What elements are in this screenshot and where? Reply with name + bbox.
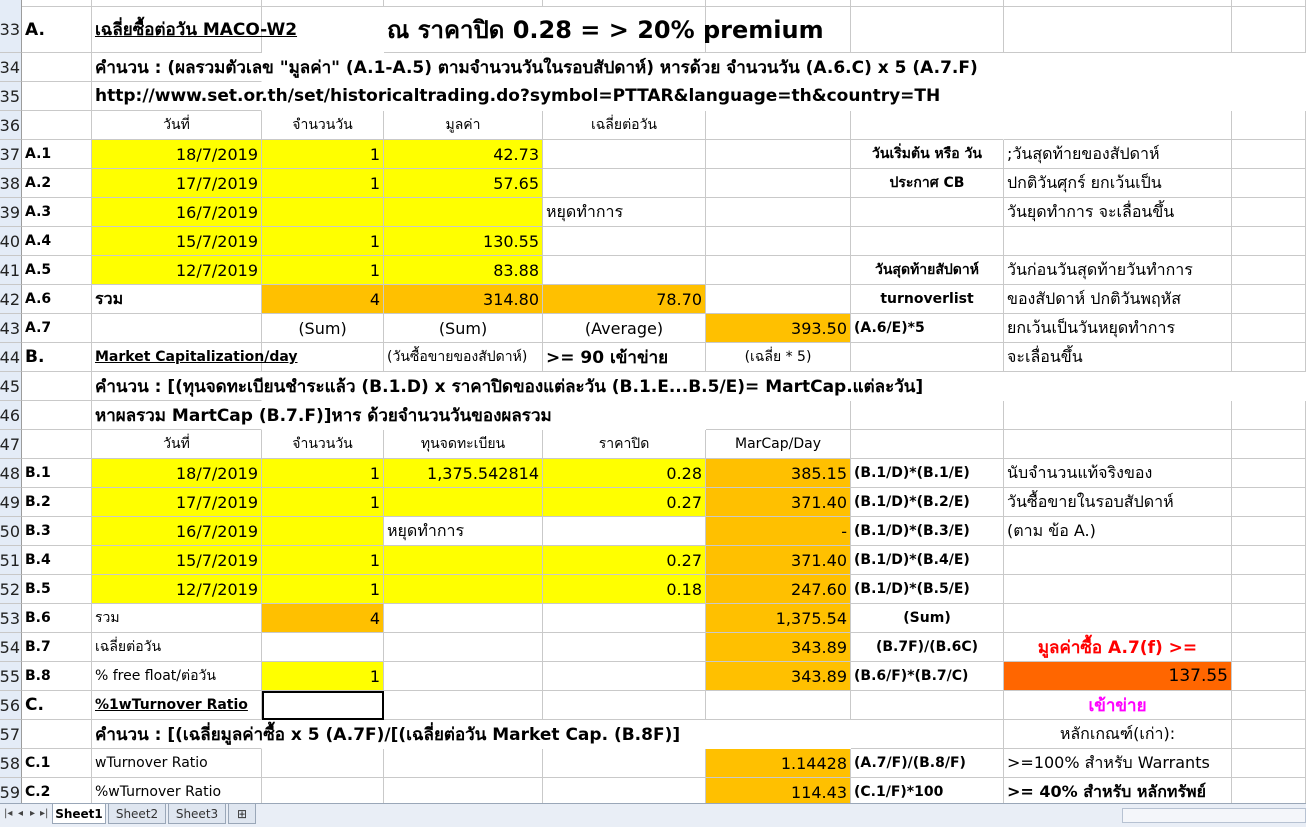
cell-i[interactable] [1232,575,1306,604]
cell-i[interactable] [1232,604,1306,633]
c1-value[interactable]: 1.14428 [706,749,851,778]
capital-cell[interactable]: 1,375.542814 [384,459,543,488]
a7-sum2[interactable]: (Sum) [384,314,543,343]
cell-i[interactable] [1232,517,1306,546]
tab-sheet2[interactable]: Sheet2 [108,804,166,824]
cell-d[interactable] [384,662,543,691]
marcap-cell[interactable]: 385.15 [706,459,851,488]
side-note[interactable] [1004,575,1232,604]
cell-d[interactable] [384,633,543,662]
row-header[interactable]: 54 [0,633,22,662]
cell-i[interactable] [1232,546,1306,575]
days-cell[interactable]: 1 [262,488,384,517]
cell-g[interactable] [851,198,1004,227]
row-id[interactable]: B.4 [22,546,92,575]
row-id[interactable]: B.3 [22,517,92,546]
cell-a[interactable] [22,0,92,7]
cell-i[interactable] [1232,7,1306,53]
cell-e[interactable] [543,0,706,7]
row-id[interactable]: B.5 [22,575,92,604]
cell-b[interactable] [92,0,262,7]
side-h6[interactable]: ของสัปดาห์ ปกติวันพฤหัส [1004,285,1232,314]
a7-sum1[interactable]: (Sum) [262,314,384,343]
cell-i[interactable] [1232,256,1306,285]
c2-criteria[interactable]: >= 40% สำหรับ หลักทรัพย์ [1004,778,1232,807]
cell-e[interactable] [543,140,706,169]
a6-value[interactable]: 314.80 [384,285,543,314]
close-cell[interactable]: 0.27 [543,488,706,517]
row-header[interactable]: 48 [0,459,22,488]
cell-d[interactable] [384,604,543,633]
first-sheet-icon[interactable]: |◂ [4,808,13,819]
cell-i[interactable] [1232,662,1306,691]
horizontal-scrollbar[interactable] [1122,808,1306,823]
row-header[interactable]: 44 [0,343,22,372]
cell-h[interactable] [1004,0,1232,7]
b7-marcap[interactable]: 343.89 [706,633,851,662]
header-days[interactable]: จำนวนวัน [262,111,384,140]
cell-i[interactable] [1232,749,1306,778]
side-h[interactable]: ปกติวันศุกร์ ยกเว้นเป็น [1004,169,1232,198]
c1-label[interactable]: wTurnover Ratio [92,749,262,778]
a7-formula[interactable]: (A.6/E)*5 [851,314,1004,343]
days-cell[interactable]: 1 [262,546,384,575]
cell-g[interactable] [851,720,1004,749]
b6-days[interactable]: 4 [262,604,384,633]
side-note[interactable] [1004,546,1232,575]
row-header[interactable]: 45 [0,372,22,401]
row-id[interactable]: C.1 [22,749,92,778]
row-id[interactable]: B.8 [22,662,92,691]
threshold[interactable]: >= 90 เข้าข่าย [543,343,706,372]
cell-a[interactable] [22,53,92,82]
side-g6[interactable]: turnoverlist [851,285,1004,314]
cell-a[interactable] [22,720,92,749]
row-header[interactable]: 51 [0,546,22,575]
tab-sheet3[interactable]: Sheet3 [168,804,226,824]
criteria-label[interactable]: หลักเกณฑ์(เก่า): [1004,720,1232,749]
cell-h[interactable] [1004,111,1232,140]
cell-f[interactable] [706,256,851,285]
a7-average[interactable]: (Average) [543,314,706,343]
row-id[interactable]: A.6 [22,285,92,314]
cell-f[interactable] [706,691,851,720]
section-c-formula[interactable]: คำนวน : [(เฉลี่ยมูลค่าซื้อ x 5 (A.7F)/[(เฉลี่ยต่อวัน Market Cap. (B.8F)] [92,720,262,749]
days-cell[interactable]: 1 [262,140,384,169]
cell-f[interactable] [706,401,851,430]
a6-days[interactable]: 4 [262,285,384,314]
row-header[interactable]: 47 [0,430,22,459]
section-a-formula[interactable]: คำนวน : (ผลรวมตัวเลข "มูลค่า" (A.1-A.5) ตามจำนวนวันในรอบสัปดาห์) หารด้วย จำนวนวัน (A.6.C) x 5 (A.7.F) [92,53,262,82]
formula-cell[interactable]: (B.1/D)*(B.5/E) [851,575,1004,604]
a7-value[interactable]: 393.50 [706,314,851,343]
cell-i[interactable] [1232,343,1306,372]
side-h7[interactable]: ยกเว้นเป็นวันหยุดทำการ [1004,314,1232,343]
cell-f[interactable] [706,111,851,140]
side-h[interactable]: ;วันสุดท้ายของสัปดาห์ [1004,140,1232,169]
formula-cell[interactable]: (B.1/D)*(B.2/E) [851,488,1004,517]
cell-d[interactable] [384,0,543,7]
days-cell[interactable]: 1 [262,459,384,488]
cell-e[interactable] [543,227,706,256]
formula-cell[interactable]: (B.1/D)*(B.1/E) [851,459,1004,488]
cell-i[interactable] [1232,111,1306,140]
cell-i[interactable] [1232,691,1306,720]
cell-e[interactable] [543,256,706,285]
closed-note[interactable]: หยุดทำการ [543,198,706,227]
cell-b[interactable] [92,314,262,343]
row-header[interactable]: 53 [0,604,22,633]
capital-cell[interactable] [384,546,543,575]
header-value[interactable]: มูลค่า [384,111,543,140]
date-cell[interactable]: 17/7/2019 [92,488,262,517]
marcap-cell[interactable]: - [706,517,851,546]
close-cell[interactable]: 0.18 [543,575,706,604]
cell-g[interactable] [851,7,1004,53]
cell-c[interactable] [262,0,384,7]
turnover-status[interactable]: เข้าข่าย [1004,691,1232,720]
side-h8[interactable]: จะเลื่อนขึ้น [1004,343,1232,372]
row-header[interactable]: 41 [0,256,22,285]
row-id[interactable]: C.2 [22,778,92,807]
days-cell[interactable]: 1 [262,227,384,256]
cell-h[interactable] [1004,430,1232,459]
cell-g[interactable] [851,430,1004,459]
row-id[interactable]: B.6 [22,604,92,633]
b7-formula[interactable]: (B.7F)/(B.6C) [851,633,1004,662]
row-header[interactable]: 55 [0,662,22,691]
c1-criteria[interactable]: >=100% สำหรับ Warrants [1004,749,1232,778]
section-b-title[interactable]: Market Capitalization/day [92,343,262,372]
header-date[interactable]: วันที่ [92,111,262,140]
row-header[interactable]: 52 [0,575,22,604]
marcap-cell[interactable]: 371.40 [706,546,851,575]
cell-c[interactable] [262,749,384,778]
prev-sheet-icon[interactable]: ◂ [18,808,24,819]
cell-i[interactable] [1232,140,1306,169]
section-b-label[interactable]: B. [22,343,92,372]
row-header[interactable]: 50 [0,517,22,546]
b6-formula[interactable]: (Sum) [851,604,1004,633]
cell-i[interactable] [1232,0,1306,7]
week-note[interactable]: (วันซื้อขายของสัปดาห์) [384,343,543,372]
side-g[interactable]: วันสุดท้ายสัปดาห์ [851,256,1004,285]
side-note[interactable]: (ตาม ข้อ A.) [1004,517,1232,546]
cell-a[interactable] [22,401,92,430]
capital-cell[interactable]: หยุดทำการ [384,517,543,546]
cell-i[interactable] [1232,459,1306,488]
side-note[interactable]: วันซื้อขายในรอบสัปดาห์ [1004,488,1232,517]
row-id[interactable]: B.2 [22,488,92,517]
row-id[interactable]: A.2 [22,169,92,198]
buy-label[interactable]: มูลค่าซื้อ A.7(f) >= [1004,633,1232,662]
section-b-formula1[interactable]: คำนวน : [(ทุนจดทะเบียนชำระแล้ว (B.1.D) x ราคาปิดของแต่ละวัน (B.1.E...B.5/E)= MartCap.แต่ละวัน] [92,372,262,401]
cell-e[interactable] [543,169,706,198]
capital-cell[interactable] [384,488,543,517]
date-cell[interactable]: 16/7/2019 [92,517,262,546]
section-a-headline[interactable]: ณ ราคาปิด 0.28 = > 20% premium [384,7,543,53]
cell-e[interactable] [543,662,706,691]
row-header[interactable]: 39 [0,198,22,227]
marcap-cell[interactable]: 371.40 [706,488,851,517]
row-header[interactable]: 35 [0,82,22,111]
row-header[interactable]: 59 [0,778,22,807]
insert-sheet-icon[interactable]: ⊞ [228,804,256,824]
cell-i[interactable] [1232,430,1306,459]
row-header[interactable]: 56 [0,691,22,720]
capital-cell[interactable] [384,575,543,604]
cell-e[interactable] [543,749,706,778]
cell-g[interactable] [851,0,1004,7]
days-cell[interactable]: 1 [262,575,384,604]
cell-a[interactable] [22,372,92,401]
b7-label[interactable]: เฉลี่ยต่อวัน [92,633,262,662]
cell-i[interactable] [1232,285,1306,314]
b8-days[interactable]: 1 [262,662,384,691]
date-cell[interactable]: 18/7/2019 [92,140,262,169]
cell-c[interactable] [262,343,384,372]
marcap-cell[interactable]: 247.60 [706,575,851,604]
row-header[interactable]: 36 [0,111,22,140]
b6-label[interactable]: รวม [92,604,262,633]
header-avg[interactable]: เฉลี่ยต่อวัน [543,111,706,140]
sheet-tab-bar [0,803,1306,827]
cell-h[interactable] [1004,604,1232,633]
last-sheet-icon[interactable]: ▸| [40,808,49,819]
cell-a[interactable] [22,430,92,459]
row-header[interactable]: 42 [0,285,22,314]
cell-i[interactable] [1232,198,1306,227]
row-id[interactable]: B.1 [22,459,92,488]
cell-f[interactable] [706,0,851,7]
cell-a[interactable] [22,82,92,111]
row-header[interactable]: 43 [0,314,22,343]
cell-i[interactable] [1232,314,1306,343]
cell-c[interactable] [262,633,384,662]
a6-avg[interactable]: 78.70 [543,285,706,314]
date-cell[interactable]: 15/7/2019 [92,546,262,575]
cell-i[interactable] [1232,401,1306,430]
cell-e[interactable] [543,691,706,720]
value-cell[interactable]: 57.65 [384,169,543,198]
row-header[interactable]: 57 [0,720,22,749]
header-capital[interactable]: ทุนจดทะเบียน [384,430,543,459]
cell-a[interactable] [22,111,92,140]
row-header[interactable]: 49 [0,488,22,517]
cell-f[interactable] [706,169,851,198]
value-cell[interactable] [384,198,543,227]
date-cell[interactable]: 16/7/2019 [92,198,262,227]
selected-cell[interactable] [262,691,384,720]
header-close[interactable]: ราคาปิด [543,430,706,459]
row-id[interactable]: A.5 [22,256,92,285]
b8-label[interactable]: % free float/ต่อวัน [92,662,262,691]
days-cell[interactable]: 1 [262,256,384,285]
row-header[interactable]: 37 [0,140,22,169]
row-header[interactable]: 33 [0,7,22,53]
cell-h[interactable] [1004,227,1232,256]
row-id[interactable]: A.3 [22,198,92,227]
section-a-url[interactable]: http://www.set.or.th/set/historicaltrading.do?symbol=PTTAR&language=th&country=TH [92,82,262,111]
cell-h[interactable] [1004,401,1232,430]
date-cell[interactable]: 15/7/2019 [92,227,262,256]
row-id[interactable]: B.7 [22,633,92,662]
cell-g[interactable] [851,343,1004,372]
cell-f[interactable] [706,227,851,256]
row-id[interactable]: A.4 [22,227,92,256]
c2-value[interactable]: 114.43 [706,778,851,807]
date-cell[interactable]: 18/7/2019 [92,459,262,488]
value-cell[interactable]: 83.88 [384,256,543,285]
side-g[interactable]: ประกาศ CB [851,169,1004,198]
date-cell[interactable]: 12/7/2019 [92,256,262,285]
cell-h[interactable] [1004,7,1232,53]
close-cell[interactable] [543,517,706,546]
section-c-title[interactable]: %1wTurnover Ratio [92,691,262,720]
a6-label[interactable]: รวม [92,285,262,314]
close-cell[interactable]: 0.28 [543,459,706,488]
header-start-end[interactable] [851,111,1004,140]
formula-cell[interactable]: (B.1/D)*(B.3/E) [851,517,1004,546]
side-h[interactable]: วันก่อนวันสุดท้ายวันทำการ [1004,256,1232,285]
row-header[interactable]: 58 [0,749,22,778]
avg-note[interactable]: (เฉลี่ย * 5) [706,343,851,372]
cell-f[interactable] [706,198,851,227]
cell-f[interactable] [706,140,851,169]
b8-marcap[interactable]: 343.89 [706,662,851,691]
row-id[interactable]: A.1 [22,140,92,169]
tab-sheet1[interactable]: Sheet1 [52,804,106,824]
header-marcap[interactable]: MarCap/Day [706,430,851,459]
side-g[interactable]: วันเริ่มต้น หรือ วัน [851,140,1004,169]
cell-g[interactable] [851,227,1004,256]
cell-i[interactable] [1232,169,1306,198]
close-cell[interactable]: 0.27 [543,546,706,575]
section-a-label[interactable]: A. [22,7,92,53]
c1-formula[interactable]: (A.7/F)/(B.8/F) [851,749,1004,778]
header-date[interactable]: วันที่ [92,430,262,459]
buy-value[interactable]: 137.55 [1004,662,1232,691]
formula-cell[interactable]: (B.1/D)*(B.4/E) [851,546,1004,575]
days-cell[interactable] [262,517,384,546]
section-a-title[interactable]: เฉลี่ยซื้อต่อวัน MACO-W2 [92,7,262,53]
date-cell[interactable]: 17/7/2019 [92,169,262,198]
days-cell[interactable] [262,198,384,227]
next-sheet-icon[interactable]: ▸ [30,808,36,819]
c2-label[interactable]: %wTurnover Ratio [92,778,262,807]
value-cell[interactable]: 130.55 [384,227,543,256]
c2-formula[interactable]: (C.1/F)*100 [851,778,1004,807]
b6-marcap[interactable]: 1,375.54 [706,604,851,633]
row-header[interactable]: 40 [0,227,22,256]
cell-d[interactable] [384,749,543,778]
row-header[interactable]: 38 [0,169,22,198]
cell-f[interactable] [706,285,851,314]
cell-g[interactable] [851,691,1004,720]
cell-i[interactable] [1232,227,1306,256]
cell-i[interactable] [1232,720,1306,749]
section-c-label[interactable]: C. [22,691,92,720]
row-header[interactable]: 34 [0,53,22,82]
header-days[interactable]: จำนวนวัน [262,430,384,459]
date-cell[interactable]: 12/7/2019 [92,575,262,604]
days-cell[interactable]: 1 [262,169,384,198]
side-note[interactable]: นับจำนวนแท้จริงของ [1004,459,1232,488]
cell-g[interactable] [851,401,1004,430]
section-b-formula2[interactable]: หาผลรวม MartCap (B.7.F)]หาร ด้วยจำนวนวันของผลรวม [92,401,262,430]
cell-e[interactable] [543,604,706,633]
b8-formula[interactable]: (B.6/F)*(B.7/C) [851,662,1004,691]
cell-i[interactable] [1232,488,1306,517]
value-cell[interactable]: 42.73 [384,140,543,169]
cell-e[interactable] [543,633,706,662]
side-h[interactable]: วันยุดทำการ จะเลื่อนขึ้น [1004,198,1232,227]
cell-d[interactable] [384,691,543,720]
row-id[interactable]: A.7 [22,314,92,343]
cell-i[interactable] [1232,633,1306,662]
row-header[interactable]: 46 [0,401,22,430]
